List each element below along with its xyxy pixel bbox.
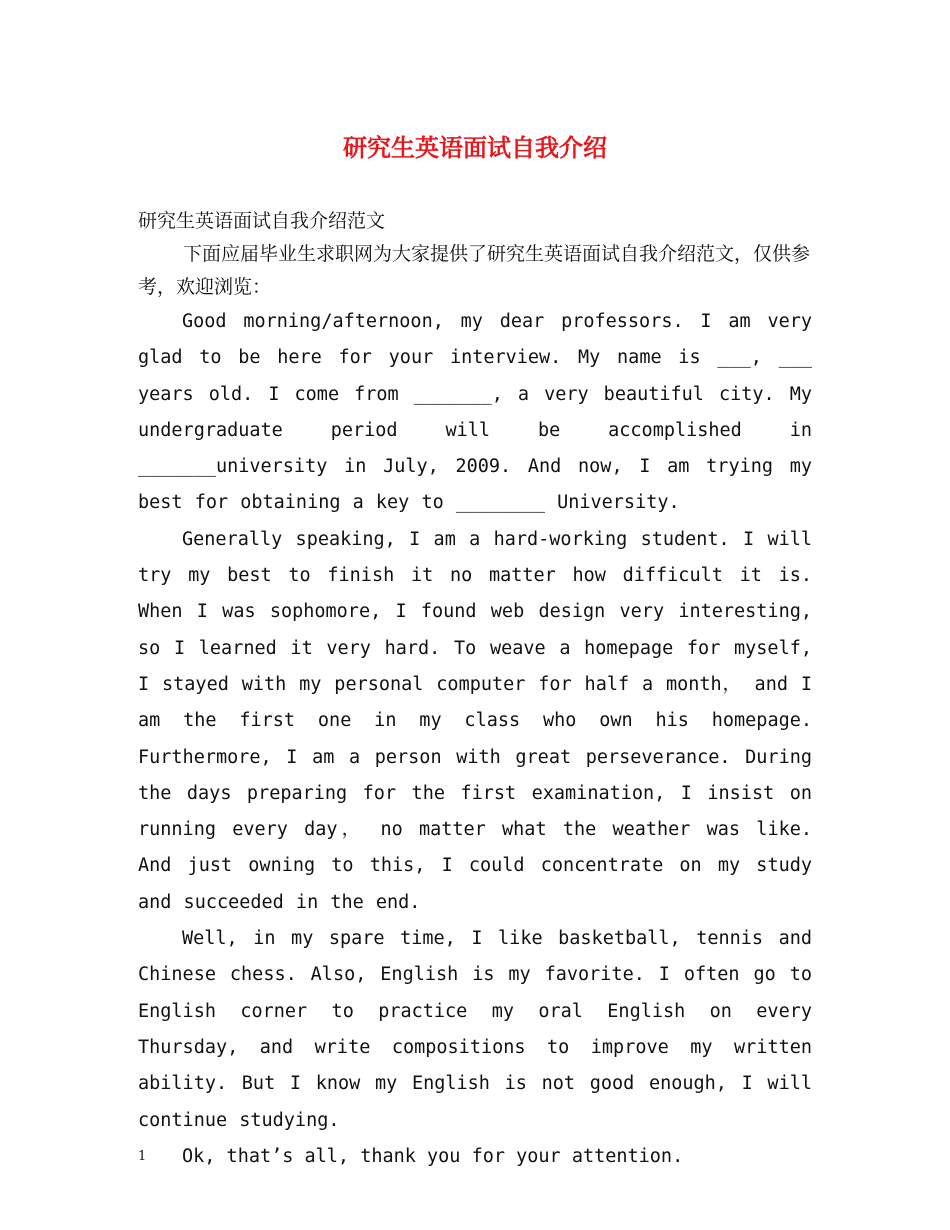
document-title: 研究生英语面试自我介绍 <box>343 133 607 162</box>
closing-paragraph: Ok, that’s all, thank you for your attention. <box>182 1145 684 1167</box>
body-paragraph-1: Good morning/afternoon, my dear professors. I am very glad to be here for your interview. My name is ___, ___ years old. I come from _______, a very beautiful city. My undergraduate period will be accomplished in _______university in July, 2009. And now, I am trying my best for obtaining a key to ________ University. <box>138 311 812 514</box>
body-paragraph-3: Well, in my spare time, I like basketball, tennis and Chinese chess. Also, English is my favorite. I often go to English corner to practice my oral English on every Thursday, and write compositions to improve my written ability. But I know my English is not good enough, I will continue studying. <box>138 928 812 1131</box>
body-paragraph-2: Generally speaking, I am a hard-working student. I will try my best to finish it no matter how difficult it is. When I was sophomore, I found web design very interesting, so I learned it very hard. To weave a homepage for myself, I stayed with my personal computer for half a month， and I am the first one in my class who own his homepage. Furthermore, I am a person with great perseverance. During the days preparing for the first examination, I insist on running every day， no matter what the weather was like. And just owning to this, I could concentrate on my study and succeeded in the end. <box>138 528 812 913</box>
document-subtitle: 研究生英语面试自我介绍范文 <box>138 210 386 232</box>
page-number: 1 <box>138 1149 147 1164</box>
document-body <box>138 205 812 1175</box>
intro-paragraph: 下面应届毕业生求职网为大家提供了研究生英语面试自我介绍范文，仅供参考，欢迎浏览： <box>138 243 811 298</box>
